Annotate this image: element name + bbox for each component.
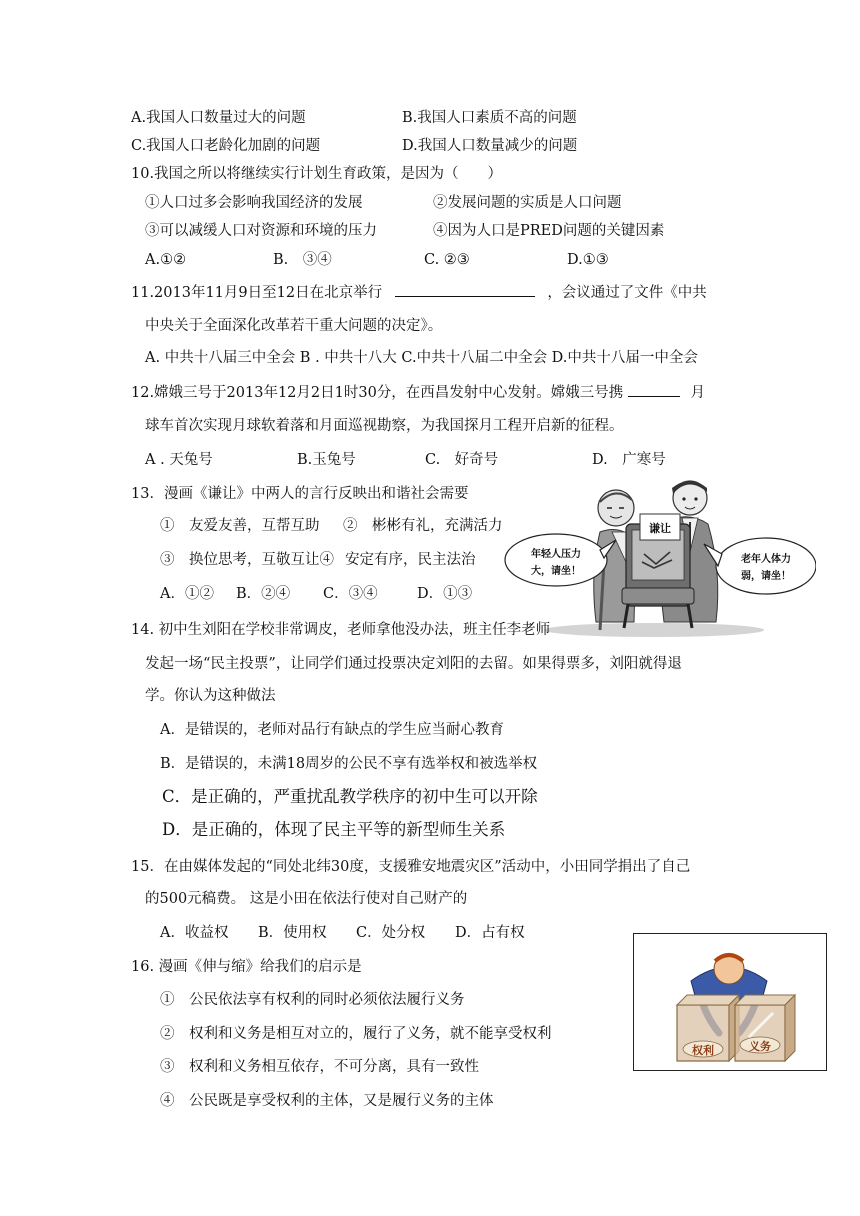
right-bubble-line-2: 弱，请坐！ bbox=[741, 571, 791, 582]
q11-stem-b: ，会议通过了文件《中共 bbox=[547, 285, 707, 301]
duties-box bbox=[735, 995, 795, 1061]
q13-stem: 13．漫画《谦让》中两人的言行反映出和谐社会需要 bbox=[131, 486, 469, 502]
q12-answer-blank bbox=[628, 382, 680, 397]
q13-statement-1: ① 友爱友善，互帮互助 bbox=[160, 518, 320, 534]
seat-sign-text: 谦让 bbox=[649, 522, 671, 535]
q15-stem-line-2: 的500元稿费。 这是小田在依法行使对自己财产的 bbox=[145, 891, 468, 907]
q13-option-b: B．②④ bbox=[236, 586, 291, 602]
q16-statement-2: ② 权利和义务是相互对立的，履行了义务，就不能享受权利 bbox=[160, 1026, 552, 1042]
left-bubble-line-1: 年轻人压力 bbox=[531, 549, 581, 560]
q12-stem-a: 12.嫦娥三号于2013年12月2日1时30分，在西昌发射中心发射。嫦娥三号携 bbox=[131, 385, 624, 401]
right-bubble-line-1: 老年人体力 bbox=[741, 554, 791, 565]
q10-statement-4: ④因为人口是PRED问题的关键因素 bbox=[433, 223, 665, 239]
q14-option-b: B．是错误的，未满18周岁的公民不享有选举权和被选举权 bbox=[160, 756, 538, 772]
q11-stem-line-1 bbox=[131, 282, 707, 303]
q10-stem: 10.我国之所以将继续实行计划生育政策，是因为（ ） bbox=[131, 166, 503, 182]
q10-statement-1: ①人口过多会影响我国经济的发展 bbox=[145, 195, 363, 211]
q13-statement-3: ③ 换位思考，互敬互让④ bbox=[160, 552, 334, 568]
q14-option-d: D．是正确的，体现了民主平等的新型师生关系 bbox=[162, 820, 506, 839]
q16-statement-1: ① 公民依法享有权利的同时必须依法履行义务 bbox=[160, 992, 465, 1008]
q14-stem-line-2: 发起一场“民主投票”，让同学们通过投票决定刘阳的去留。如果得票多，刘阳就得退 bbox=[145, 656, 682, 672]
q13-statement-2: ② 彬彬有礼，充满活力 bbox=[343, 518, 503, 534]
q9-option-b: B.我国人口素质不高的问题 bbox=[402, 110, 577, 126]
q10-statement-2: ②发展问题的实质是人口问题 bbox=[433, 195, 622, 211]
q14-stem-line-1: 14. 初中生刘阳在学校非常调皮，老师拿他没办法，班主任李老师 bbox=[131, 622, 551, 638]
q12-stem-line-1 bbox=[131, 382, 705, 403]
q13-option-c: C．③④ bbox=[323, 586, 378, 602]
q9-option-a: A.我国人口数量过大的问题 bbox=[131, 110, 306, 126]
q15-option-d: D．占有权 bbox=[455, 925, 525, 941]
q10-option-b: B. ③④ bbox=[273, 252, 332, 268]
q16-statement-4: ④ 公民既是享受权利的主体，又是履行义务的主体 bbox=[160, 1093, 494, 1109]
q12-option-d: D. 广寒号 bbox=[592, 452, 666, 468]
q9-option-c: C.我国人口老龄化加剧的问题 bbox=[131, 138, 321, 154]
q11-stem-a: 11.2013年11月9日至12日在北京举行 bbox=[131, 285, 383, 301]
q12-stem-line-2: 球车首次实现月球软着落和月面巡视勘察，为我国探月工程开启新的征程。 bbox=[145, 418, 624, 434]
q14-option-c: C．是正确的，严重扰乱教学秩序的初中生可以开除 bbox=[162, 787, 538, 806]
q12-stem-b: 月 bbox=[690, 385, 706, 401]
q14-option-a: A．是错误的，老师对品行有缺点的学生应当耐心教育 bbox=[160, 722, 504, 738]
q11-options: A. 中共十八届三中全会 B . 中共十八大 C.中共十八届二中全会 D.中共十八届一中全会 bbox=[145, 350, 698, 366]
q10-option-c: C. ②③ bbox=[424, 252, 470, 268]
q16-stem: 16. 漫画《伸与缩》给我们的启示是 bbox=[131, 959, 362, 975]
left-bubble-line-2: 大，请坐！ bbox=[531, 566, 581, 577]
stretch-shrink-cartoon bbox=[633, 933, 827, 1071]
courtesy-cartoon bbox=[504, 472, 816, 638]
q13-option-d: D．①③ bbox=[417, 586, 473, 602]
q14-stem-line-3: 学。你认为这种做法 bbox=[145, 688, 276, 704]
q11-answer-blank bbox=[395, 282, 535, 297]
q10-option-a: A.①② bbox=[145, 252, 187, 268]
rights-box bbox=[677, 995, 739, 1061]
q15-option-a: A．收益权 bbox=[160, 925, 229, 941]
q16-statement-3: ③ 权利和义务相互依存，不可分离，具有一致性 bbox=[160, 1059, 479, 1075]
right-speech-bubble bbox=[704, 538, 816, 594]
q13-option-a: A．①② bbox=[160, 586, 214, 602]
q12-option-a: A . 天兔号 bbox=[145, 452, 213, 468]
q12-option-b: B.玉兔号 bbox=[297, 452, 356, 468]
q10-statement-3: ③可以减缓人口对资源和环境的压力 bbox=[145, 223, 377, 239]
q15-option-c: C．处分权 bbox=[356, 925, 426, 941]
q15-stem-line-1: 15．在由媒体发起的“同处北纬30度，支援雅安地震灾区”活动中，小田同学捐出了自己 bbox=[131, 859, 691, 875]
q12-option-c: C. 好奇号 bbox=[425, 452, 499, 468]
rights-box-label: 权利 bbox=[692, 1044, 714, 1057]
q15-option-b: B．使用权 bbox=[258, 925, 327, 941]
q10-option-d: D.①③ bbox=[567, 252, 609, 268]
duties-box-label: 义务 bbox=[749, 1040, 771, 1053]
q11-stem-line-2: 中央关于全面深化改革若干重大问题的决定》。 bbox=[145, 318, 443, 334]
q13-statement-4: 安定有序，民主法治 bbox=[345, 552, 476, 568]
q9-option-d: D.我国人口数量减少的问题 bbox=[402, 138, 578, 154]
